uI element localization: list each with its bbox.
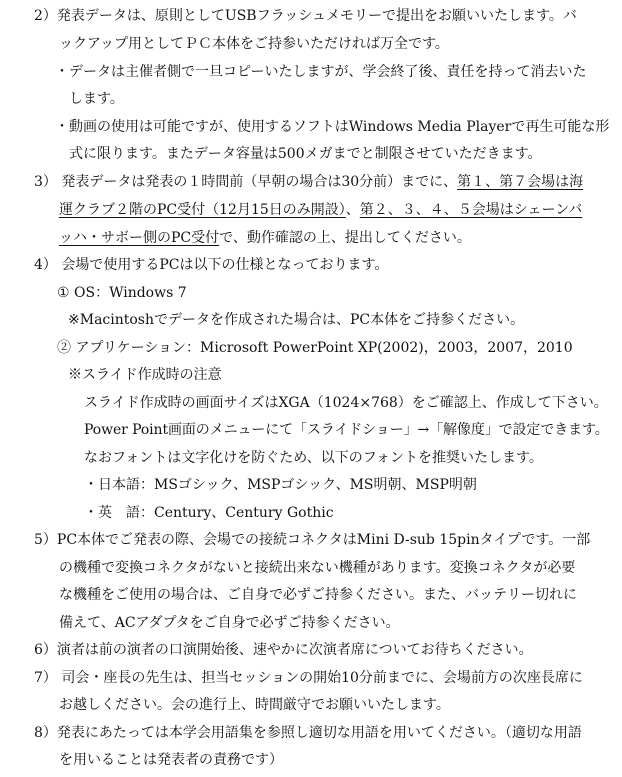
item-7-line-2: お越しください。会の進行上、時間厳守でお願いいたします。 — [59, 697, 450, 713]
item-4-slide-note: ※スライド作成時の注意 — [68, 367, 222, 383]
item-6-line-1: 6）演者は前の演者の口演開始後、速やかに次演者席についてお待ちください。 — [34, 642, 533, 658]
item-3-venue-2-5-cont: ッハ・サボー側のPC受付 — [59, 230, 220, 246]
item-5-line-3: な機種をご使用の場合は、ご自身で必ずご持参ください。また、バッテリー切れに — [59, 587, 577, 603]
item-2-bullet-1-line-1: ・データは主催者側で一旦コピーいたしますが、学会終了後、責任を持って消去いた — [55, 64, 587, 80]
item-5-line-4: 備えて、ACアダプタをご自身で必ずご持参ください。 — [59, 615, 400, 631]
item-4-font-jp: ・日本語：MSゴシック、MSPゴシック、MS明朝、MSP明朝 — [84, 477, 477, 493]
item-4-font-en: ・英 語：Century、Century Gothic — [84, 505, 334, 521]
item-3-venue-1-7-cont: 運クラブ２階のPC受付（12月15日のみ開設） — [59, 202, 346, 218]
item-7-line-1: 7） 司会・座長の先生は、担当セッションの開始10分前までに、会場前方の次座長席に — [34, 670, 583, 686]
item-2-bullet-2-line-1: ・動画の使用は可能ですが、使用するソフトはWindows Media Playerで再生可能な形 — [55, 119, 610, 135]
item-2-bullet-1-line-2: します。 — [69, 91, 124, 107]
item-3-line-2 — [59, 200, 582, 220]
item-4-os: ① OS：Windows 7 — [57, 285, 187, 301]
item-2-line-1: 2）発表データは、原則としてUSBフラッシュメモリーで提出をお願いいたします。バ — [34, 8, 577, 24]
item-3-line-1 — [34, 172, 583, 192]
item-2-line-2: ックアップ用としてＰＣ本体をご持参いただければ万全です。 — [59, 36, 449, 52]
item-4-application: ② アプリケーション：Microsoft PowerPoint XP(2002)，2003，2007，2010 — [57, 340, 573, 356]
item-5-line-2: の機種で変換コネクタがないと接続出来ない機種があります。変換コネクタが必要 — [59, 560, 576, 576]
item-3-separator: 、 — [345, 202, 360, 218]
item-8-line-1: 8）発表にあたっては本学会用語集を参照し適切な用語を用いてください。（適切な用語 — [34, 725, 582, 741]
item-3-venue-1-7: 第１、第７会場は海 — [457, 174, 584, 190]
item-4-line-1: 4） 会場で使用するPCは以下の仕様となっております。 — [34, 257, 389, 273]
item-4-slide-1: スライド作成時の画面サイズはXGA（1024×768）をご確認上、作成して下さい。 — [84, 395, 608, 411]
item-4-slide-3: なおフォントは文字化けを防ぐため、以下のフォントを推奨いたします。 — [84, 450, 543, 466]
item-4-slide-2: Power Point画面のメニューにて「スライドショー」→「解像度」で設定できます。 — [84, 422, 609, 438]
item-8-line-2: を用いることは発表者の責務です） — [59, 752, 283, 768]
item-3-line-3 — [59, 228, 471, 248]
item-3-text: 3） 発表データは発表の１時間前（早朝の場合は30分前）までに、 — [34, 174, 458, 190]
item-2-bullet-2-line-2: 式に限ります。またデータ容量は500メガまでと制限させていただきます。 — [69, 146, 542, 162]
item-4-mac-note: ※Macintoshでデータを作成された場合は、PC本体をご持参ください。 — [68, 312, 525, 328]
item-3-text-end: で、動作確認の上、提出してください。 — [219, 230, 471, 246]
item-5-line-1: 5）PC本体でご発表の際、会場での接続コネクタはMini D-sub 15pinタイプです。一部 — [34, 532, 591, 548]
item-3-venue-2-5: 第２、３、４、５会場はシェーンバ — [359, 202, 583, 218]
